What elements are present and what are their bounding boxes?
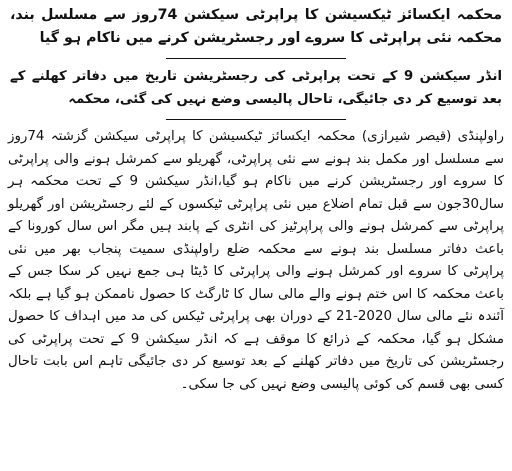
article-headline: محکمہ ایکسائز ٹیکسیشن کا پراپرٹی سیکشن 74روز سے مسلسل بند، محکمہ نئی پراپرٹی کا سروے اور رجسٹریشن کرنے میں ناکام ہو گیا — [10, 7, 502, 46]
article-subheadline: انڈر سیکشن 9 کے تحت پراپرٹی کی رجسٹریشن تاریخ میں دفاتر کھلنے کے بعد توسیع کر دی جائیگی، تاحال پالیسی وضع نہیں کی گئی، محکمہ — [10, 69, 503, 107]
article-body: راولپنڈی (قیصر شیرازی) محکمہ ایکسائز ٹیکسیشن کا پراپرٹی سیکشن گزشتہ 74روز سے مسلسل اور مکمل بند ہونے سے نئی پراپرٹی، گھریلو سے کمرشل ہونے والی پراپرٹی کا سروے اور رجسٹریشن کرنے میں ناکام ہو گیا،انڈر سیکشن 9 کے تحت محکمہ ہر سال30جون سے قبل تمام اضلاع میں نئی پراپرٹی ٹیکسوں کے لئے رجسٹریشن اور گھریلو پراپرٹی سے کمرشل ہونے والی پراپرٹیز کی انٹری کے پابند ہیں مگر اس سال کورونا کے باعث دفاتر مسلسل بند ہونے سے محکمہ ضلع راولپنڈی سمیت پنجاب بھر میں نئی پراپرٹی کا سروے اور کمرشل ہونے والی پراپرٹی کا ڈیٹا ہی جمع نہیں کر سکا جس کے باعث محکمہ کا اس ختم ہونے والے مالی سال کا ٹارگٹ کا حصول ناممکن ہو گیا ہے بلکہ آئندہ نئے مالی سال 2020-21 کے دوران بھی پراپرٹی ٹیکس کی مد میں اہداف کا حصول مشکل ہو گیا، محکمہ کے ذرائع کا موقف ہے کہ انڈر سیکشن 9 کے تحت پراپرٹی کی رجسٹریشن کی تاریخ میں دفاتر کھلنے کے بعد توسیع کر دی جائیگی تاہم اس بابت تاحال کسی بھی قسم کی کوئی پالیسی وضع نہیں کی جا سکی۔ — [8, 129, 504, 392]
subheadline-divider — [166, 119, 346, 120]
headline-divider — [166, 58, 346, 59]
